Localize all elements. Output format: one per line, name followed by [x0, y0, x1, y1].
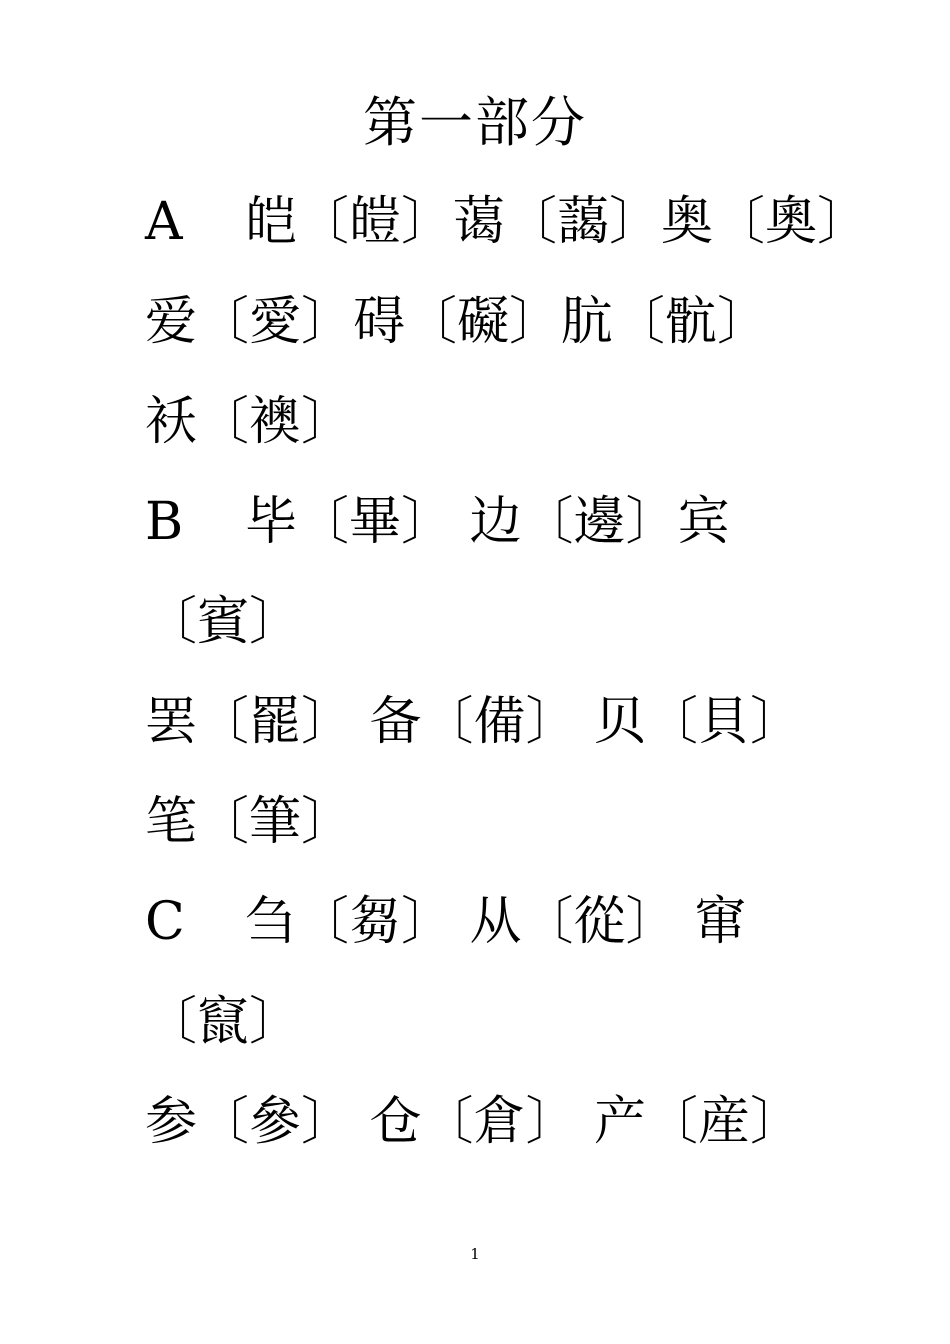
entry-line-c	[145, 882, 746, 962]
page-number: 1	[470, 1245, 480, 1263]
section-letter-a: A	[145, 192, 183, 252]
entry-line	[145, 582, 301, 662]
entry-text: 刍〔芻〕 从〔從〕 窜	[245, 892, 747, 952]
entry-text: 罢〔罷〕 备〔備〕 贝〔貝〕	[145, 692, 803, 752]
section-letter-b: B	[145, 492, 184, 552]
entry-line-b	[145, 482, 730, 562]
entry-text: 〔竄〕	[145, 992, 302, 1052]
entry-line-a	[145, 182, 869, 262]
entry-line	[145, 282, 769, 362]
entry-text: 笔〔筆〕	[145, 792, 354, 852]
entry-text: 皑〔皚〕蔼〔藹〕奥〔奧〕	[245, 192, 870, 252]
entry-text: 爱〔愛〕碍〔礙〕肮〔骯〕	[145, 292, 770, 352]
entry-line	[145, 982, 301, 1062]
entry-line	[145, 382, 353, 462]
entry-text: 袄〔襖〕	[145, 392, 354, 452]
entry-line	[145, 682, 802, 762]
entry-text: 〔賓〕	[145, 592, 302, 652]
entry-text: 参〔參〕 仓〔倉〕 产〔産〕	[145, 1092, 803, 1152]
section-letter-c: C	[145, 892, 185, 952]
entry-line	[145, 1082, 802, 1162]
page-title: 第一部分	[363, 91, 587, 154]
entry-line	[145, 782, 353, 862]
entry-text: 毕〔畢〕 边〔邊〕宾	[245, 492, 730, 552]
